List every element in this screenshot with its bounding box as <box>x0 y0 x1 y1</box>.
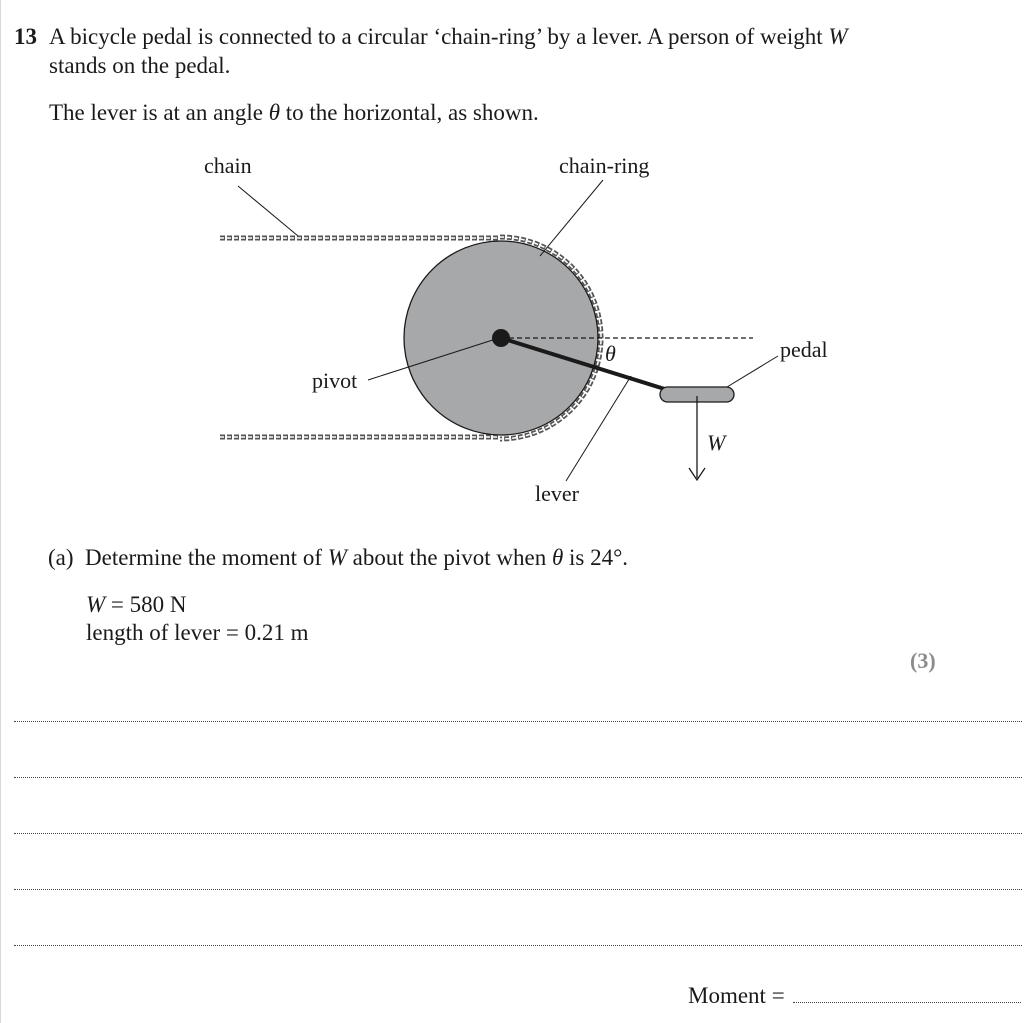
part-a-text-middle: about the pivot when <box>352 545 547 570</box>
answer-line-5[interactable] <box>14 945 1022 946</box>
part-a-weight-symbol: W <box>327 545 347 570</box>
given-values <box>86 591 308 647</box>
angle-symbol: θ <box>268 100 280 125</box>
weight-label: W <box>707 430 726 455</box>
intro-line-1: A bicycle pedal is connected to a circular ‘chain-ring’ by a lever. A person of weight <box>49 24 823 49</box>
given-length: length of lever = 0.21 m <box>86 620 309 645</box>
given-weight-value: = 580 N <box>105 592 187 617</box>
answer-line-3[interactable] <box>14 833 1022 834</box>
pivot-point <box>492 329 510 347</box>
chain-ring-leader-line <box>540 180 603 256</box>
given-weight <box>86 591 308 619</box>
marks-badge: (3) <box>910 648 936 673</box>
question-number: 13 <box>14 24 37 49</box>
intro-line-2: stands on the pedal. <box>49 53 231 78</box>
part-a-text-before: Determine the moment of <box>85 545 322 570</box>
moment-answer-field[interactable] <box>793 982 1021 1003</box>
pedal-leader-line <box>727 356 778 387</box>
moment-label: Moment = <box>688 983 785 1008</box>
lever-label: lever <box>535 481 579 506</box>
chain-ring-label: chain-ring <box>559 153 650 178</box>
answer-line-4[interactable] <box>14 889 1022 890</box>
part-a-label: (a) <box>48 545 74 570</box>
pivot-label: pivot <box>312 368 358 393</box>
angle-text-after: to the horizontal, as shown. <box>285 100 539 125</box>
part-a-question <box>48 543 628 572</box>
part-a-angle-symbol: θ <box>551 545 564 570</box>
answer-line-1[interactable] <box>14 721 1022 722</box>
angle-text-before: The lever is at an angle <box>49 100 263 125</box>
intro-weight-symbol: W <box>828 24 848 49</box>
pedal-label: pedal <box>780 337 828 362</box>
chain-leader-line <box>238 186 298 236</box>
answer-line-2[interactable] <box>14 777 1022 778</box>
part-a-text-after: is 24°. <box>569 545 629 570</box>
given-weight-symbol: W <box>86 592 106 617</box>
moment-answer-row <box>688 981 1021 1010</box>
angle-label: θ <box>605 341 616 366</box>
chain-label: chain <box>204 153 252 178</box>
